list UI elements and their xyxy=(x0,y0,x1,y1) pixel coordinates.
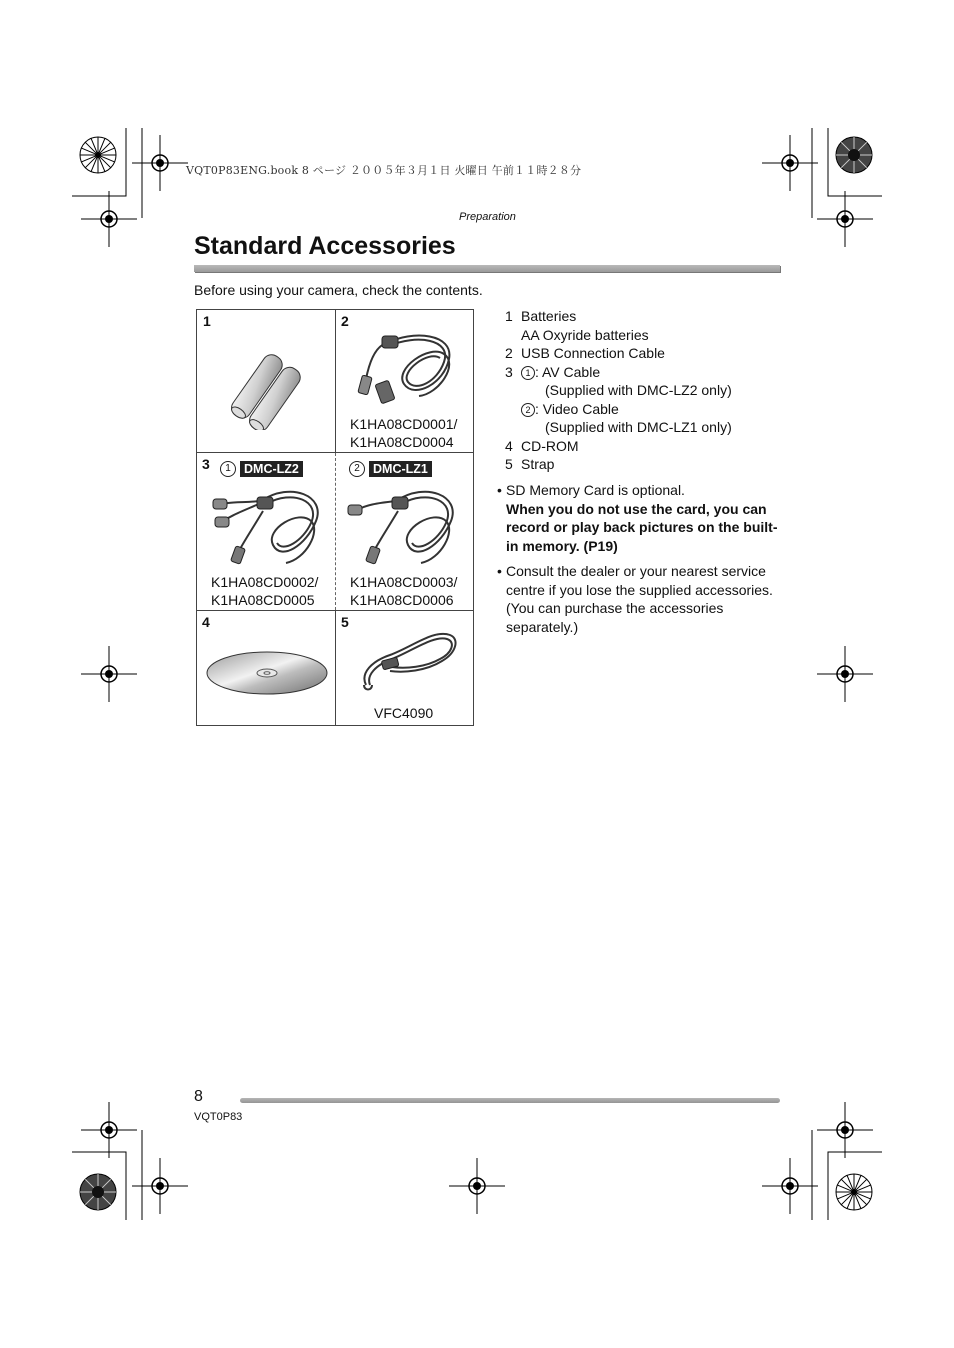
document-code: VQT0P83 xyxy=(194,1111,243,1123)
video-cable-part-code-2: K1HA08CD0006 xyxy=(350,592,454,608)
usb-cable-part-code-1: K1HA08CD0001/ xyxy=(350,416,458,432)
print-header: VQT0P83ENG.book 8 ページ ２００５年３月１日 火曜日 午前１１時２８分 xyxy=(186,164,582,177)
note-text: SD Memory Card is optional. xyxy=(506,482,685,498)
note-item: • SD Memory Card is optional. When you do not use the card, you can record or play back pictures on the built-in memory. (P19) xyxy=(497,481,787,555)
list-item: 2 USB Connection Cable xyxy=(505,345,665,361)
av-cable-part-code-1: K1HA08CD0002/ xyxy=(211,574,319,590)
cell-number: 4 xyxy=(202,614,210,630)
circled-number: 1 xyxy=(521,366,535,380)
circled-number: 2 xyxy=(521,403,535,417)
cell-number: 3 xyxy=(202,456,210,472)
video-cable-illustration xyxy=(346,481,464,573)
list-item: 5 Strap xyxy=(505,456,555,472)
cd-rom-illustration xyxy=(205,647,329,697)
list-item-detail: (Supplied with DMC-LZ1 only) xyxy=(545,419,732,435)
list-item-subitem: 2 : Video Cable xyxy=(505,400,795,419)
list-item: 1 Batteries xyxy=(505,308,577,324)
note-bold-text: When you do not use the card, you can record or play back pictures on the built-in memory. (P19) xyxy=(506,500,778,554)
footer-rule xyxy=(240,1098,780,1103)
cell-strap xyxy=(336,611,474,726)
accessories-grid xyxy=(196,309,474,726)
cell-av-cable xyxy=(197,453,335,610)
circled-number: 2 xyxy=(349,461,365,477)
cell-number: 1 xyxy=(203,313,211,329)
cell-batteries xyxy=(197,310,335,452)
video-cable-part-code-1: K1HA08CD0003/ xyxy=(350,574,458,590)
cell-cd-rom xyxy=(197,611,335,726)
strap-part-code: VFC4090 xyxy=(374,705,434,721)
batteries-illustration xyxy=(219,350,319,430)
section-label: Preparation xyxy=(459,211,516,223)
usb-cable-illustration xyxy=(344,324,464,414)
cell-usb-cable xyxy=(336,310,474,452)
circled-number: 1 xyxy=(220,461,236,477)
title-rule xyxy=(194,265,780,272)
accessories-list xyxy=(505,307,795,474)
cell-number: 5 xyxy=(341,614,349,630)
model-badge-dmc-lz2: DMC-LZ2 xyxy=(240,461,303,477)
list-item-detail: AA Oxyride batteries xyxy=(521,326,649,343)
page-number: 8 xyxy=(194,1088,203,1105)
page-title: Standard Accessories xyxy=(194,232,456,260)
list-item: 4 CD-ROM xyxy=(505,437,579,454)
model-badge-dmc-lz1: DMC-LZ1 xyxy=(369,461,432,477)
list-item-detail: (Supplied with DMC-LZ2 only) xyxy=(545,382,732,398)
list-item: 3 1 : AV Cable xyxy=(505,363,601,380)
cell-video-cable xyxy=(336,453,474,610)
intro-text: Before using your camera, check the contents. xyxy=(194,282,483,298)
cell-number: 2 xyxy=(341,313,349,329)
note-text: Consult the dealer or your nearest service centre if you lose the supplied accessories. (You can purchase the accessories separately.) xyxy=(506,563,773,635)
av-cable-illustration xyxy=(211,481,329,573)
strap-illustration xyxy=(352,623,462,693)
av-cable-part-code-2: K1HA08CD0005 xyxy=(211,592,315,608)
notes xyxy=(497,481,787,643)
note-item: • Consult the dealer or your nearest service centre if you lose the supplied accessories. (You can purchase the accessories separately.) xyxy=(497,562,787,636)
usb-cable-part-code-2: K1HA08CD0004 xyxy=(350,434,454,450)
